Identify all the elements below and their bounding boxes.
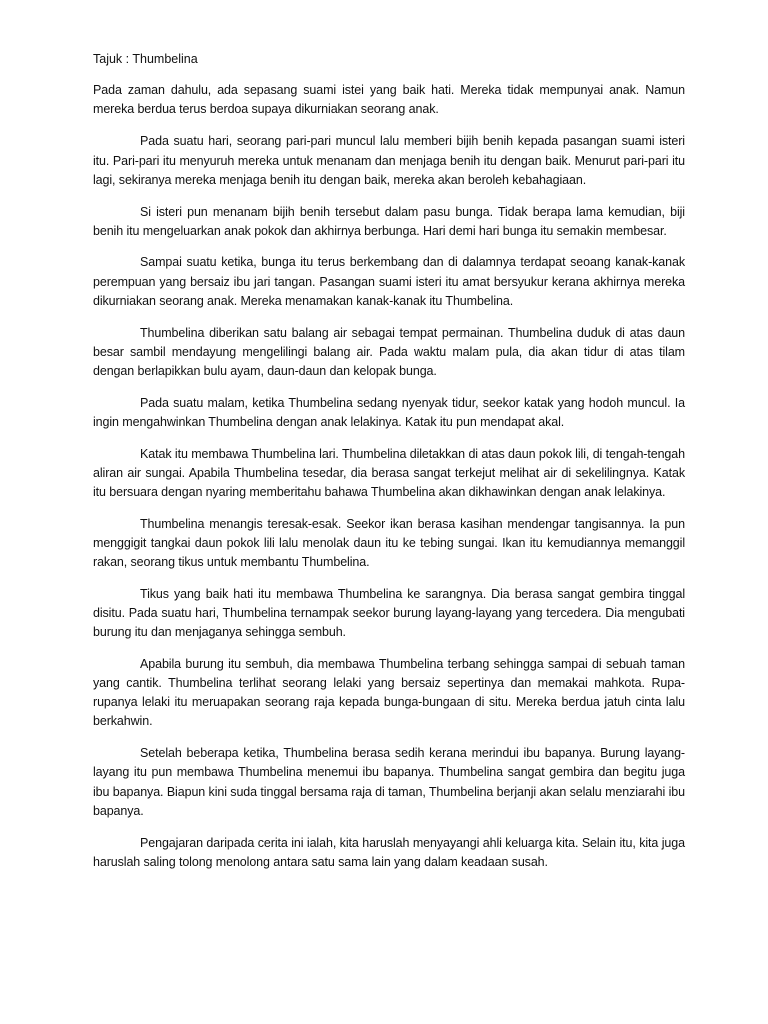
paragraph-7: Katak itu membawa Thumbelina lari. Thumbelina diletakkan di atas daun pokok lili, di tengah-tengah aliran air sungai. Apabila Thumbelina tesedar, dia berasa sangat terkejut melihat air di sekelilingnya. Katak itu bersuara dengan nyaring memberitahu bahawa Thumbelina akan dikhawinkan dengan anak lelakinya.: [93, 446, 685, 499]
paragraph-1: Pada zaman dahulu, ada sepasang suami istei yang baik hati. Mereka tidak mempunyai anak. Namun mereka berdua terus berdoa supaya dikurniakan seorang anak.: [93, 83, 685, 117]
document-page: [93, 51, 685, 884]
paragraph-11: Setelah beberapa ketika, Thumbelina berasa sedih kerana merindui ibu bapanya. Burung layang-layang itu pun membawa Thumbelina menemui ibu bapanya. Thumbelina sangat gembira dan begitu juga ibu bapanya. Biapun kini suda tinggal bersama raja di taman, Thumbelina berjanji akan selalu menziarahi ibu bapanya.: [93, 746, 685, 818]
document-title: Tajuk : Thumbelina: [93, 52, 198, 66]
paragraph-8: Thumbelina menangis teresak-esak. Seekor ikan berasa kasihan mendengar tangisannya. Ia pun menggigit tangkai daun pokok lili lalu menolak daun itu ke tebing sungai. Ikan itu kemudiannya memanggil rakan, seorang tikus untuk membantu Thumbelina.: [93, 516, 685, 570]
paragraph-6: Pada suatu malam, ketika Thumbelina sedang nyenyak tidur, seekor katak yang hodoh muncul. Ia ingin mengahwinkan Thumbelina dengan anak lelakinya. Katak itu pun mendapat akal.: [93, 395, 685, 429]
paragraph-2: Pada suatu hari, seorang pari-pari muncul lalu memberi bijih benih kepada pasangan suami isteri itu. Pari-pari itu menyuruh mereka untuk menanam dan menjaga benih itu dengan baik. Menurut pari-pari itu lagi, sekiranya mereka menjaga benih itu dengan baik, mereka akan beroleh kebahagiaan.: [93, 134, 685, 187]
paragraph-3: Si isteri pun menanam bijih benih tersebut dalam pasu bunga. Tidak berapa lama kemudian, biji benih itu mengeluarkan anak pokok dan akhirnya berbunga. Hari demi hari bunga itu semakin membesar.: [93, 204, 685, 238]
paragraph-5: Thumbelina diberikan satu balang air sebagai tempat permainan. Thumbelina duduk di atas daun besar sambil mendayung mengelilingi balang air. Pada waktu malam pula, dia akan tidur di atas tilam dengan berlapikkan bulu ayam, daun-daun dan kelopak bunga.: [93, 325, 685, 378]
paragraph-4: Sampai suatu ketika, bunga itu terus berkembang dan di dalamnya terdapat seoang kanak-kanak perempuan yang bersaiz ibu jari tangan. Pasangan suami isteri itu amat bersyukur kerana akhirnya mereka dikurniakan seorang anak. Mereka menamakan kanak-kanak itu Thumbelina.: [93, 255, 685, 308]
paragraph-10: Apabila burung itu sembuh, dia membawa Thumbelina terbang sehingga sampai di sebuah taman yang cantik. Thumbelina terlihat seorang lelaki yang bersaiz sepertinya dan memakai mahkota. Rupa-rupanya lelaki itu meruapakan seorang raja kepada bunga-bungaan di situ. Mereka berdua jatuh cinta lalu berkahwin.: [93, 656, 685, 729]
paragraph-9: Tikus yang baik hati itu membawa Thumbelina ke sarangnya. Dia berasa sangat gembira tinggal disitu. Pada suatu hari, Thumbelina ternampak seekor burung layang-layang yang tercedera. Dia mengubati burung itu dan menjaganya sehingga sembuh.: [93, 586, 685, 640]
paragraph-12: Pengajaran daripada cerita ini ialah, kita haruslah menyayangi ahli keluarga kita. Selain itu, kita juga haruslah saling tolong menolong antara satu sama lain yang dalam keadaan susah.: [93, 835, 685, 869]
